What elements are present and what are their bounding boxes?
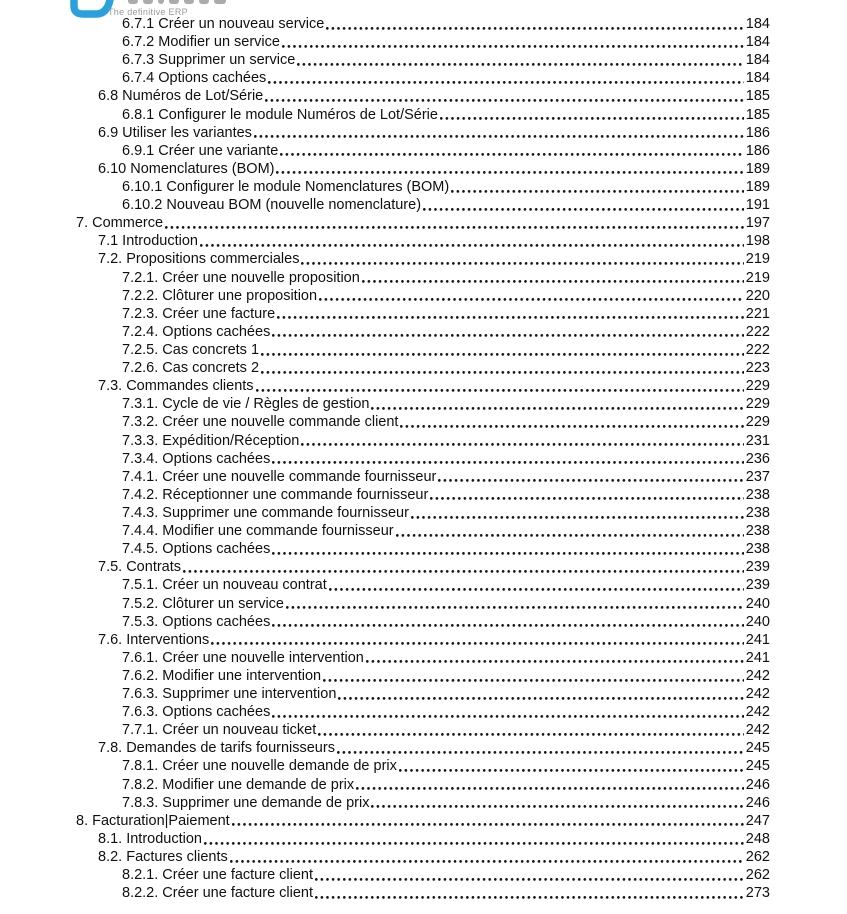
toc-entry-page: 219: [745, 269, 770, 286]
toc-leader-dots: [338, 685, 743, 703]
toc-leader-dots: [362, 269, 744, 287]
toc-entry-page: 184: [745, 70, 770, 87]
toc-leader-dots: [272, 613, 743, 631]
toc-leader-dots: [326, 15, 743, 33]
toc-entry[interactable]: [0, 323, 770, 341]
toc-entry-page: 247: [745, 812, 770, 829]
toc-entry-page: 240: [745, 613, 770, 630]
toc-entry[interactable]: [0, 504, 770, 522]
wordmark-fragment: [128, 0, 138, 4]
toc-entry-label: 7.2.3. Créer une facture: [122, 305, 276, 322]
toc-leader-dots: [411, 504, 744, 522]
toc-entry-label: 7.6.2. Modifier une intervention: [122, 667, 322, 684]
toc-entry-page: 197: [745, 215, 770, 232]
toc-leader-dots: [400, 413, 743, 431]
toc-entry-label: 6.9 Utiliser les variantes: [98, 124, 252, 141]
toc-entry-label: 7.4.4. Modifier une commande fournisseur: [122, 523, 394, 540]
toc-entry[interactable]: [0, 866, 770, 884]
toc-leader-dots: [200, 232, 744, 250]
toc-entry-page: 229: [745, 378, 770, 395]
toc-entry-label: 7.2.6. Cas concrets 2: [122, 360, 260, 377]
toc-entry[interactable]: [0, 106, 770, 124]
toc-leader-dots: [272, 703, 743, 721]
toc-entry-page: 239: [745, 577, 770, 594]
toc-entry-page: 222: [745, 323, 770, 340]
toc-entry-label: 6.8 Numéros de Lot/Série: [98, 88, 264, 105]
toc-entry[interactable]: [0, 250, 770, 268]
toc-leader-dots: [438, 468, 743, 486]
toc-entry-page: 241: [745, 631, 770, 648]
toc-entry[interactable]: [0, 794, 770, 812]
toc-entry-page: 223: [745, 360, 770, 377]
toc-entry-label: 6.10 Nomenclatures (BOM): [98, 160, 275, 177]
toc-leader-dots: [272, 450, 743, 468]
toc-entry[interactable]: [0, 468, 770, 486]
toc-entry-label: 7.6.3. Supprimer une intervention: [122, 686, 337, 703]
toc-entry[interactable]: [0, 359, 770, 377]
brand-logo-cropped-wordmark: [128, 0, 226, 5]
toc-entry[interactable]: [0, 33, 770, 51]
toc-entry-label: 6.7.3 Supprimer un service: [122, 52, 296, 69]
toc-leader-dots: [329, 576, 744, 594]
toc-entry-label: 6.7.4 Options cachées: [122, 70, 267, 87]
toc-entry-page: 262: [745, 849, 770, 866]
toc-entry-page: 245: [745, 740, 770, 757]
toc-entry-page: 189: [745, 160, 770, 177]
toc-leader-dots: [323, 667, 744, 685]
toc-entry[interactable]: [0, 830, 770, 848]
toc-entry[interactable]: [0, 884, 770, 902]
toc-entry-page: 242: [745, 722, 770, 739]
toc-entry-page: 222: [745, 341, 770, 358]
toc-entry-page: 239: [745, 559, 770, 576]
toc-entry-label: 8.2.2. Créer une facture client: [122, 885, 314, 902]
toc-entry[interactable]: [0, 486, 770, 504]
toc-entry-label: 6.9.1 Créer une variante: [122, 142, 279, 159]
toc-entry[interactable]: [0, 142, 770, 160]
toc-entry[interactable]: [0, 196, 770, 214]
toc-leader-dots: [277, 305, 744, 323]
toc-entry[interactable]: [0, 341, 770, 359]
toc-entry-label: 7.8. Demandes de tarifs fournisseurs: [98, 740, 335, 757]
wordmark-fragment: [214, 0, 226, 4]
toc-leader-dots: [272, 540, 743, 558]
toc-entry-page: 220: [745, 287, 770, 304]
wordmark-fragment: [199, 0, 209, 4]
toc-entry-page: 185: [745, 106, 770, 123]
toc-leader-dots: [183, 558, 744, 576]
toc-entry-label: 7.7.1. Créer un nouveau ticket: [122, 722, 317, 739]
toc-entry-label: 6.10.1 Configurer le module Nomenclatures (BOM): [122, 178, 450, 195]
toc-leader-dots: [451, 178, 744, 196]
toc-entry[interactable]: [0, 667, 770, 685]
toc-entry-page: 238: [745, 504, 770, 521]
toc-leader-dots: [282, 33, 744, 51]
toc-entry-label: 7.4.5. Options cachées: [122, 541, 271, 558]
toc-entry[interactable]: [0, 450, 770, 468]
toc-entry[interactable]: [0, 812, 770, 830]
toc-entry[interactable]: [0, 540, 770, 558]
toc-entry[interactable]: [0, 377, 770, 395]
toc-entry-label: 7.8.2. Modifier une demande de prix: [122, 776, 355, 793]
toc-entry[interactable]: [0, 287, 770, 305]
toc-leader-dots: [211, 631, 744, 649]
toc-entry[interactable]: [0, 757, 770, 775]
table-of-contents: [0, 15, 847, 902]
toc-entry-page: 245: [745, 758, 770, 775]
toc-entry-label: 8.2. Factures clients: [98, 849, 228, 866]
toc-entry-page: 189: [745, 178, 770, 195]
toc-entry-page: 238: [745, 486, 770, 503]
toc-entry[interactable]: [0, 631, 770, 649]
toc-entry-page: 242: [745, 704, 770, 721]
toc-entry[interactable]: [0, 395, 770, 413]
toc-entry-page: 238: [745, 541, 770, 558]
toc-entry-page: 241: [745, 649, 770, 666]
toc-leader-dots: [297, 51, 744, 69]
toc-entry-label: 6.8.1 Configurer le module Numéros de Lot/Série: [122, 106, 438, 123]
toc-entry-label: 7.8.1. Créer une nouvelle demande de prix: [122, 758, 397, 775]
toc-entry-label: 7.4.2. Réceptionner une commande fournisseur: [122, 486, 429, 503]
toc-leader-dots: [440, 106, 744, 124]
toc-entry-page: 248: [745, 830, 770, 847]
toc-entry-label: 7.8.3. Supprimer une demande de prix: [122, 794, 370, 811]
toc-entry-page: 186: [745, 142, 770, 159]
toc-leader-dots: [165, 214, 744, 232]
toc-entry-page: 240: [745, 595, 770, 612]
toc-entry-page: 186: [745, 124, 770, 141]
toc-leader-dots: [315, 884, 744, 902]
toc-entry-page: 262: [745, 867, 770, 884]
toc-leader-dots: [261, 359, 744, 377]
toc-entry[interactable]: [0, 558, 770, 576]
toc-entry[interactable]: [0, 649, 770, 667]
toc-entry-page: 229: [745, 414, 770, 431]
toc-leader-dots: [356, 776, 744, 794]
toc-leader-dots: [319, 287, 744, 305]
toc-entry-page: 229: [745, 396, 770, 413]
toc-entry-label: 6.7.2 Modifier un service: [122, 34, 280, 51]
toc-entry[interactable]: [0, 69, 770, 87]
toc-entry-page: 246: [745, 794, 770, 811]
toc-leader-dots: [371, 395, 743, 413]
toc-entry-label: 7.2. Propositions commerciales: [98, 251, 300, 268]
toc-leader-dots: [232, 812, 744, 830]
toc-leader-dots: [280, 142, 743, 160]
toc-entry[interactable]: [0, 305, 770, 323]
toc-entry[interactable]: [0, 432, 770, 450]
toc-leader-dots: [366, 649, 744, 667]
toc-leader-dots: [276, 160, 743, 178]
toc-entry-page: 184: [745, 34, 770, 51]
toc-entry-page: 231: [745, 432, 770, 449]
toc-entry-label: 7.2.1. Créer une nouvelle proposition: [122, 269, 360, 286]
toc-entry[interactable]: [0, 776, 770, 794]
toc-leader-dots: [315, 866, 744, 884]
wordmark-fragment: [169, 0, 179, 4]
toc-entry[interactable]: [0, 214, 770, 232]
toc-entry[interactable]: [0, 269, 770, 287]
toc-entry-page: 236: [745, 450, 770, 467]
toc-entry-label: 7.3.1. Cycle de vie / Règles de gestion: [122, 396, 370, 413]
toc-entry-page: 246: [745, 776, 770, 793]
toc-leader-dots: [399, 757, 744, 775]
toc-entry[interactable]: [0, 178, 770, 196]
toc-entry[interactable]: [0, 15, 770, 33]
toc-entry-label: 6.7.1 Créer un nouveau service: [122, 16, 325, 32]
toc-entry-label: 7.6. Interventions: [98, 631, 210, 648]
toc-entry-label: 8. Facturation|Paiement: [76, 812, 230, 829]
toc-entry-page: 191: [745, 197, 770, 214]
toc-entry[interactable]: [0, 739, 770, 757]
toc-entry-label: 7. Commerce: [76, 215, 164, 232]
toc-entry-label: 7.3. Commandes clients: [98, 378, 254, 395]
toc-entry-label: 7.3.2. Créer une nouvelle commande client: [122, 414, 399, 431]
toc-entry[interactable]: [0, 160, 770, 178]
toc-entry[interactable]: [0, 595, 770, 613]
toc-entry[interactable]: [0, 51, 770, 69]
toc-entry[interactable]: [0, 413, 770, 431]
toc-entry-label: 6.10.2 Nouveau BOM (nouvelle nomenclature): [122, 197, 422, 214]
toc-leader-dots: [301, 432, 743, 450]
toc-entry-label: 7.5.2. Clôturer un service: [122, 595, 284, 612]
toc-entry-label: 7.1 Introduction: [98, 233, 198, 250]
toc-leader-dots: [261, 341, 744, 359]
toc-entry-label: 7.4.1. Créer une nouvelle commande fournisseur: [122, 468, 437, 485]
toc-entry-label: 7.3.3. Expédition/Réception: [122, 432, 300, 449]
toc-entry-page: 185: [745, 88, 770, 105]
toc-entry-label: 7.2.5. Cas concrets 1: [122, 341, 260, 358]
toc-leader-dots: [396, 522, 744, 540]
toc-entry-page: 242: [745, 686, 770, 703]
toc-leader-dots: [230, 848, 744, 866]
toc-entry-label: 7.4.3. Supprimer une commande fournisseur: [122, 504, 409, 521]
toc-entry[interactable]: [0, 124, 770, 142]
toc-leader-dots: [256, 377, 744, 395]
toc-leader-dots: [301, 250, 743, 268]
toc-leader-dots: [286, 595, 744, 613]
toc-entry[interactable]: [0, 721, 770, 739]
toc-entry-page: 237: [745, 468, 770, 485]
wordmark-fragment: [158, 0, 164, 4]
brand-tagline: The definitive ERP: [108, 7, 188, 17]
toc-leader-dots: [337, 739, 744, 757]
toc-entry-label: 8.1. Introduction: [98, 830, 202, 847]
wordmark-fragment: [143, 0, 153, 4]
toc-entry-page: 221: [745, 305, 770, 322]
toc-leader-dots: [371, 794, 743, 812]
toc-entry[interactable]: [0, 703, 770, 721]
toc-leader-dots: [430, 486, 744, 504]
toc-entry-page: 242: [745, 667, 770, 684]
toc-leader-dots: [272, 323, 743, 341]
toc-entry[interactable]: [0, 613, 770, 631]
toc-leader-dots: [265, 87, 744, 105]
toc-entry-label: 7.5.1. Créer un nouveau contrat: [122, 577, 327, 594]
toc-leader-dots: [423, 196, 744, 214]
toc-entry-label: 7.5. Contrats: [98, 559, 182, 576]
toc-entry-page: 184: [745, 16, 770, 32]
toc-entry-page: 219: [745, 251, 770, 268]
toc-entry-label: 8.2.1. Créer une facture client: [122, 867, 314, 884]
toc-entry[interactable]: [0, 685, 770, 703]
toc-entry-page: 273: [745, 885, 770, 902]
toc-entry-label: 7.5.3. Options cachées: [122, 613, 271, 630]
toc-leader-dots: [204, 830, 744, 848]
toc-entry-page: 184: [745, 52, 770, 69]
toc-entry-page: 238: [745, 523, 770, 540]
toc-leader-dots: [254, 124, 744, 142]
toc-entry[interactable]: [0, 576, 770, 594]
toc-leader-dots: [268, 69, 744, 87]
toc-entry-label: 7.2.4. Options cachées: [122, 323, 271, 340]
toc-entry[interactable]: [0, 87, 770, 105]
toc-entry-label: 7.6.3. Options cachées: [122, 704, 271, 721]
wordmark-fragment: [184, 0, 194, 4]
toc-entry[interactable]: [0, 848, 770, 866]
toc-entry[interactable]: [0, 522, 770, 540]
toc-entry-page: 198: [745, 233, 770, 250]
toc-entry-label: 7.2.2. Clôturer une proposition: [122, 287, 318, 304]
toc-leader-dots: [318, 721, 744, 739]
toc-entry-label: 7.3.4. Options cachées: [122, 450, 271, 467]
toc-entry-label: 7.6.1. Créer une nouvelle intervention: [122, 649, 364, 666]
toc-entry[interactable]: [0, 232, 770, 250]
